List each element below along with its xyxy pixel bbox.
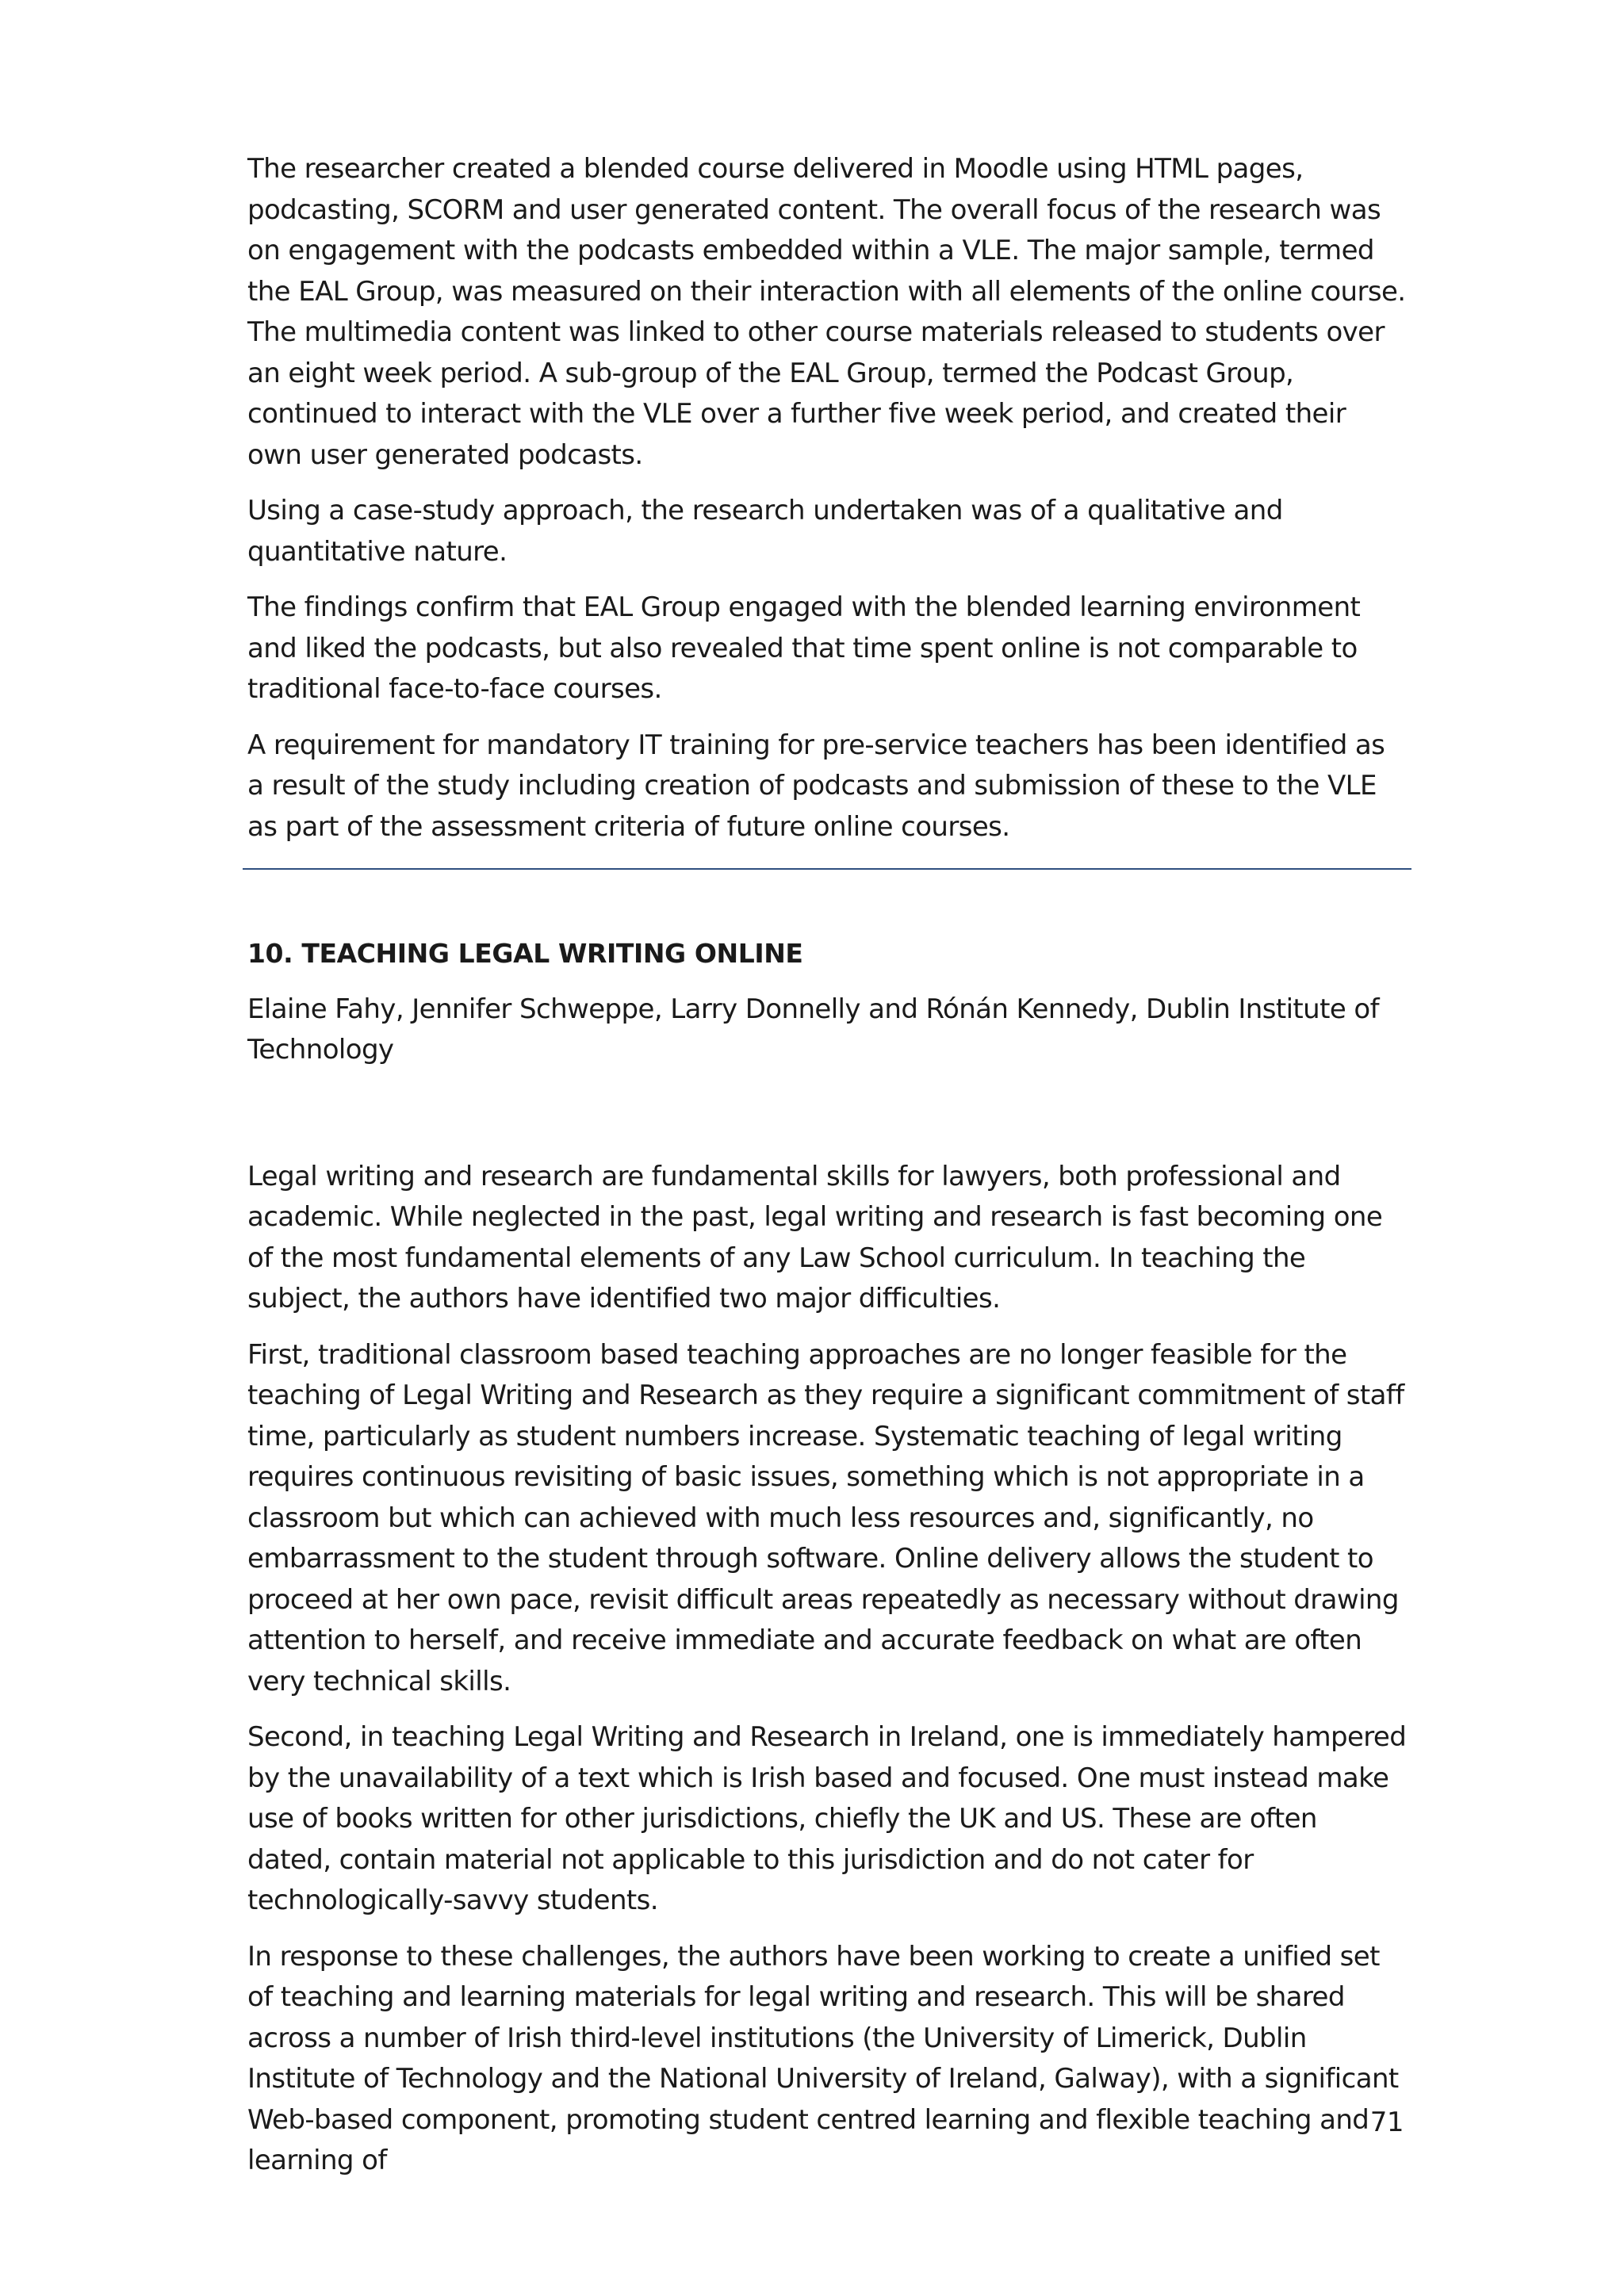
body-paragraph: In response to these challenges, the authors have been working to create a unified set of teaching and learning materials for legal writing and research. This will be shared across a number of Irish third-level institutions (the University of Limerick, Dublin Institute of Technology and the National University of Ireland, Galway), with a significant Web-based component, promoting student centred learning and flexible teaching and learning of (247, 1940, 1399, 2176)
intro-paragraph: The findings confirm that EAL Group engaged with the blended learning environment and liked the podcasts, but also revealed that time spent online is not comparable to traditional face-to-face courses. (247, 591, 1361, 705)
section-divider (243, 868, 1411, 870)
page-number: 71 (1369, 2107, 1404, 2138)
intro-paragraph: A requirement for mandatory IT training for pre-service teachers has been identified as a result of the study including creation of podcasts and submission of these to the VLE as part of the assessment criteria of future online courses. (247, 729, 1385, 843)
intro-paragraph: The researcher created a blended course delivered in Moodle using HTML pages, podcasting, SCORM and user generated content. The overall focus of the research was on engagement with the podcasts embedded within a VLE. The major sample, termed the EAL Group, was measured on their interaction with all elements of the online course. The multimedia content was linked to other course materials released to students over an eight week period. A sub-group of the EAL Group, termed the Podcast Group, continued to interact with the VLE over a further five week period, and created their own user generated podcasts. (247, 153, 1406, 471)
body-paragraph: Second, in teaching Legal Writing and Research in Ireland, one is immediately hampered by the unavailability of a text which is Irish based and focused. One must instead make use of books written for other jurisdictions, chiefly the UK and US. These are often dated, contain material not applicable to this jurisdiction and do not cater for technologically-savvy students. (247, 1721, 1407, 1916)
intro-paragraph: Using a case-study approach, the research undertaken was of a qualitative and quantitative nature. (247, 495, 1283, 568)
document-page (247, 149, 1407, 2197)
body-paragraph: Legal writing and research are fundamental skills for lawyers, both professional and academic. While neglected in the past, legal writing and research is fast becoming one of the most fundamental elements of any Law School curriculum. In teaching the subject, the authors have identified two major difficulties. (247, 1160, 1383, 1314)
section-authors: Elaine Fahy, Jennifer Schweppe, Larry Donnelly and Rónán Kennedy, Dublin Institute of Technology (247, 993, 1379, 1066)
body-paragraph: First, traditional classroom based teaching approaches are no longer feasible for the teaching of Legal Writing and Research as they require a significant commitment of staff time, particularly as student numbers increase. Systematic teaching of legal writing requires continuous revisiting of basic issues, something which is not appropriate in a classroom but which can achieved with much less resources and, significantly, no embarrassment to the student through software. Online delivery allows the student to proceed at her own pace, revisit difficult areas repeatedly as necessary without drawing attention to herself, and receive immediate and accurate feedback on what are often very technical skills. (247, 1338, 1404, 1697)
section-title: 10. TEACHING LEGAL WRITING ONLINE (247, 938, 803, 969)
